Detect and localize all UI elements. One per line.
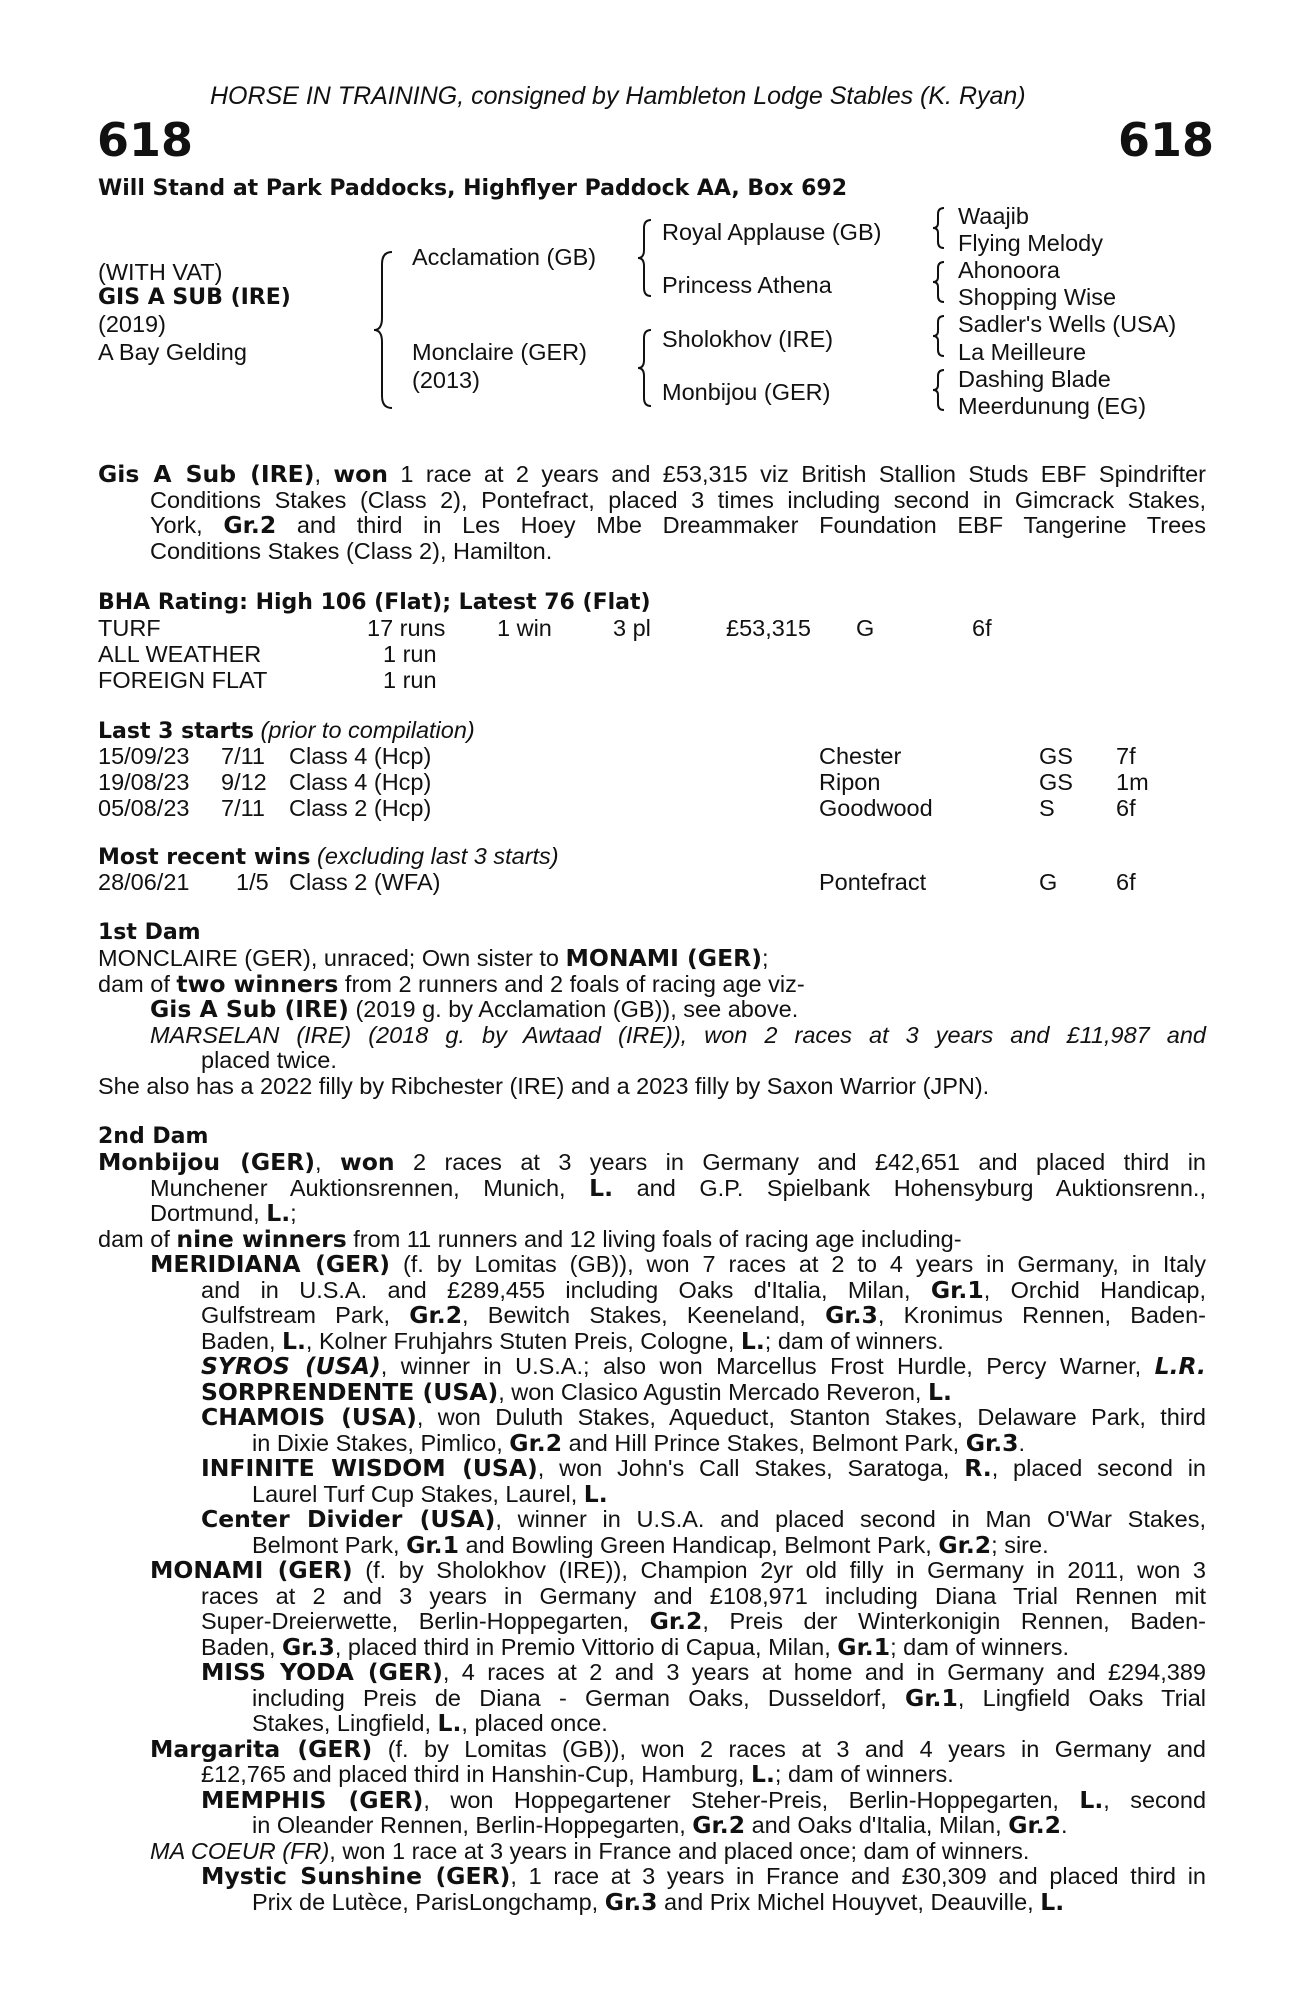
start-distance: 1m	[1116, 769, 1149, 795]
win-course: Pontefract	[819, 869, 927, 895]
win-date: 28/06/21	[98, 869, 190, 895]
pedigree-brace-g1	[931, 206, 947, 250]
grandparent-2: Flying Melody	[958, 230, 1103, 256]
rating-distance: 6f	[972, 615, 992, 641]
dam-sire: Sholokhov (IRE)	[662, 326, 834, 352]
pedigree-brace-g3	[931, 314, 947, 358]
rating-runs: 1 run	[383, 667, 437, 693]
start-date: 19/08/23	[98, 769, 190, 795]
pedigree-brace-main	[372, 250, 396, 410]
rating-placed: 3 pl	[613, 615, 651, 641]
start-going: GS	[1039, 769, 1073, 795]
start-distance: 6f	[1116, 795, 1136, 821]
grandparent-8: Meerdunung (EG)	[958, 393, 1147, 419]
dam-year: (2013)	[412, 367, 480, 393]
second-dam-text: Monbijou (GER), won 2 races at 3 years in Germany and £42,651 and placed third in Munchener Auktionsrennen, Munich, L. and G.P. Spielbank Hohensyburg Auktionsrenn., Dortmund, L.; dam of nine winners from 11 runners and 12 living foals of racing age including- MERIDIANA (GER) (f. by Lomitas (GB)), won 7 races at 2 to 4 years in Germany, in Italy and in U.S.A. and £289,455 including Oaks d'Italia, Milan, Gr.1, Orchid Handicap, Gulfstream Park, Gr.2, Bewitch Stakes, Keeneland, Gr.3, Kronimus Rennen, Baden- Baden, L., Kolner Fruhjahrs Stuten Preis, Cologne, L.; dam of winners. SYROS (USA), winner in U.S.A.; also won Marcellus Frost Hurdle, Percy Warner, L.R. SORPRENDENTE (USA), won Clasico Agustin Mercado Reveron, L. CHAMOIS (USA), won Duluth Stakes, Aqueduct, Stanton Stakes, Delaware Park, third in Dixie Stakes, Pimlico, Gr.2 and Hill Prince Stakes, Belmont Park, Gr.3. INFINITE WISDOM (USA), won John's Call Stakes, Saratoga, R., placed second in Laurel Turf Cup Stakes, Laurel, L. Center Divider (USA), winner in U.S.A. and placed second in Man O'War Stakes, Belmont Park, Gr.1 and Bowling Green Handicap, Belmont Park, Gr.2; sire. MONAMI (GER) (f. by Sholokhov (IRE)), Champion 2yr old filly in Germany in 2011, won 3 races at 2 and 3 years in Germany and £108,971 including Diana Trial Rennen mit Super-Dreierwette, Berlin-Hoppegarten, Gr.2, Preis der Winterkonigin Rennen, Baden- Baden, Gr.3, placed third in Premio Vittorio di Capua, Milan, Gr.1; dam of winners. MISS YODA (GER), 4 races at 2 and 3 years at home and in Germany and £294,389 including Preis de Diana - German Oaks, Dusseldorf, Gr.1, Lingfield Oaks Trial Stakes, Lingfield, L., placed once. Margarita (GER) (f. by Lomitas (GB)), won 2 races at 3 and 4 years in Germany and £12,765 and placed third in Hanshin-Cup, Hamburg, L.; dam of winners. MEMPHIS (GER), won Hoppegartener Steher-Preis, Berlin-Hoppegarten, L., second in Oleander Rennen, Berlin-Hoppegarten, Gr.2 and Oaks d'Italia, Milan, Gr.2. MA COEUR (FR), won 1 race at 3 years in France and placed once; dam of winners. Mystic Sunshine (GER), 1 race at 3 years in France and £30,309 and placed third in Prix de Lutèce, ParisLongchamp, Gr.3 and Prix Michel Houyvet, Deauville, L.	[98, 1148, 1207, 1916]
start-class: Class 4 (Hcp)	[289, 769, 432, 795]
race-summary: Gis A Sub (IRE), won 1 race at 2 years and £53,315 viz British Stallion Studs EBF Spindrifter Conditions Stakes (Class 2), Pontefract, placed 3 times including second in Gimcrack Stakes, York, Gr.2 and third in Les Hoey Mbe Dreammaker Foundation EBF Tangerine Trees Conditions Stakes (Class 2), Hamilton.	[98, 460, 1206, 564]
start-course: Ripon	[819, 769, 881, 795]
sire: Acclamation (GB)	[412, 244, 597, 270]
grandparent-6: La Meilleure	[958, 339, 1087, 365]
lot-number-right: 618	[1118, 113, 1215, 167]
win-going: G	[1039, 869, 1058, 895]
win-distance: 6f	[1116, 869, 1136, 895]
pedigree-brace-dam	[636, 328, 654, 408]
dam-dam: Monbijou (GER)	[662, 379, 831, 405]
rating-going: G	[856, 615, 875, 641]
stand-location: Will Stand at Park Paddocks, Highflyer Paddock AA, Box 692	[98, 176, 848, 201]
second-dam-heading: 2nd Dam	[98, 1124, 209, 1149]
start-date: 05/08/23	[98, 795, 190, 821]
grandparent-5: Sadler's Wells (USA)	[958, 311, 1177, 337]
start-going: S	[1039, 795, 1055, 821]
grandparent-1: Waajib	[958, 203, 1029, 229]
first-dam-text: MONCLAIRE (GER), unraced; Own sister to MONAMI (GER); dam of two winners from 2 runners and 2 foals of racing age viz- Gis A Sub (IRE) (2019 g. by Acclamation (GB)), see above. MARSELAN (IRE) (2018 g. by Awtaad (IRE)), won 2 races at 3 years and £11,987 and placed twice. She also has a 2022 filly by Ribchester (IRE) and a 2023 filly by Saxon Warrior (JPN).	[98, 944, 1206, 1099]
start-distance: 7f	[1116, 743, 1136, 769]
dam: Monclaire (GER)	[412, 339, 587, 365]
recent-wins-heading: Most recent wins (excluding last 3 starts)	[98, 843, 559, 870]
horse-name: GIS A SUB (IRE)	[98, 285, 291, 310]
start-course: Chester	[819, 743, 902, 769]
rating-surface: ALL WEATHER	[98, 641, 262, 667]
start-position: 9/12	[221, 769, 267, 795]
pedigree-brace-g2	[931, 260, 947, 304]
start-date: 15/09/23	[98, 743, 190, 769]
grandparent-4: Shopping Wise	[958, 284, 1117, 310]
start-position: 7/11	[221, 743, 265, 769]
horse-year: (2019)	[98, 311, 166, 337]
rating-money: £53,315	[726, 615, 811, 641]
start-going: GS	[1039, 743, 1073, 769]
horse-description: A Bay Gelding	[98, 339, 247, 365]
bha-rating-heading: BHA Rating: High 106 (Flat); Latest 76 (Flat)	[98, 590, 651, 615]
grandparent-7: Dashing Blade	[958, 366, 1111, 392]
consignor-title: HORSE IN TRAINING, consigned by Hambleton Lodge Stables (K. Ryan)	[210, 82, 1026, 110]
rating-runs: 17 runs	[367, 615, 446, 641]
lot-number-left: 618	[97, 113, 194, 167]
pedigree-brace-sire	[636, 218, 654, 298]
win-position: 1/5	[236, 869, 269, 895]
start-class: Class 2 (Hcp)	[289, 795, 432, 821]
first-dam-heading: 1st Dam	[98, 920, 201, 945]
start-position: 7/11	[221, 795, 265, 821]
rating-wins: 1 win	[497, 615, 552, 641]
rating-surface: TURF	[98, 615, 161, 641]
vat-note: (WITH VAT)	[98, 259, 223, 285]
start-class: Class 4 (Hcp)	[289, 743, 432, 769]
pedigree-brace-g4	[931, 368, 947, 412]
sire-dam: Princess Athena	[662, 272, 832, 298]
rating-runs: 1 run	[383, 641, 437, 667]
start-course: Goodwood	[819, 795, 933, 821]
win-class: Class 2 (WFA)	[289, 869, 441, 895]
sire-sire: Royal Applause (GB)	[662, 219, 882, 245]
grandparent-3: Ahonoora	[958, 257, 1060, 283]
rating-surface: FOREIGN FLAT	[98, 667, 268, 693]
last-starts-heading: Last 3 starts (prior to compilation)	[98, 717, 475, 744]
